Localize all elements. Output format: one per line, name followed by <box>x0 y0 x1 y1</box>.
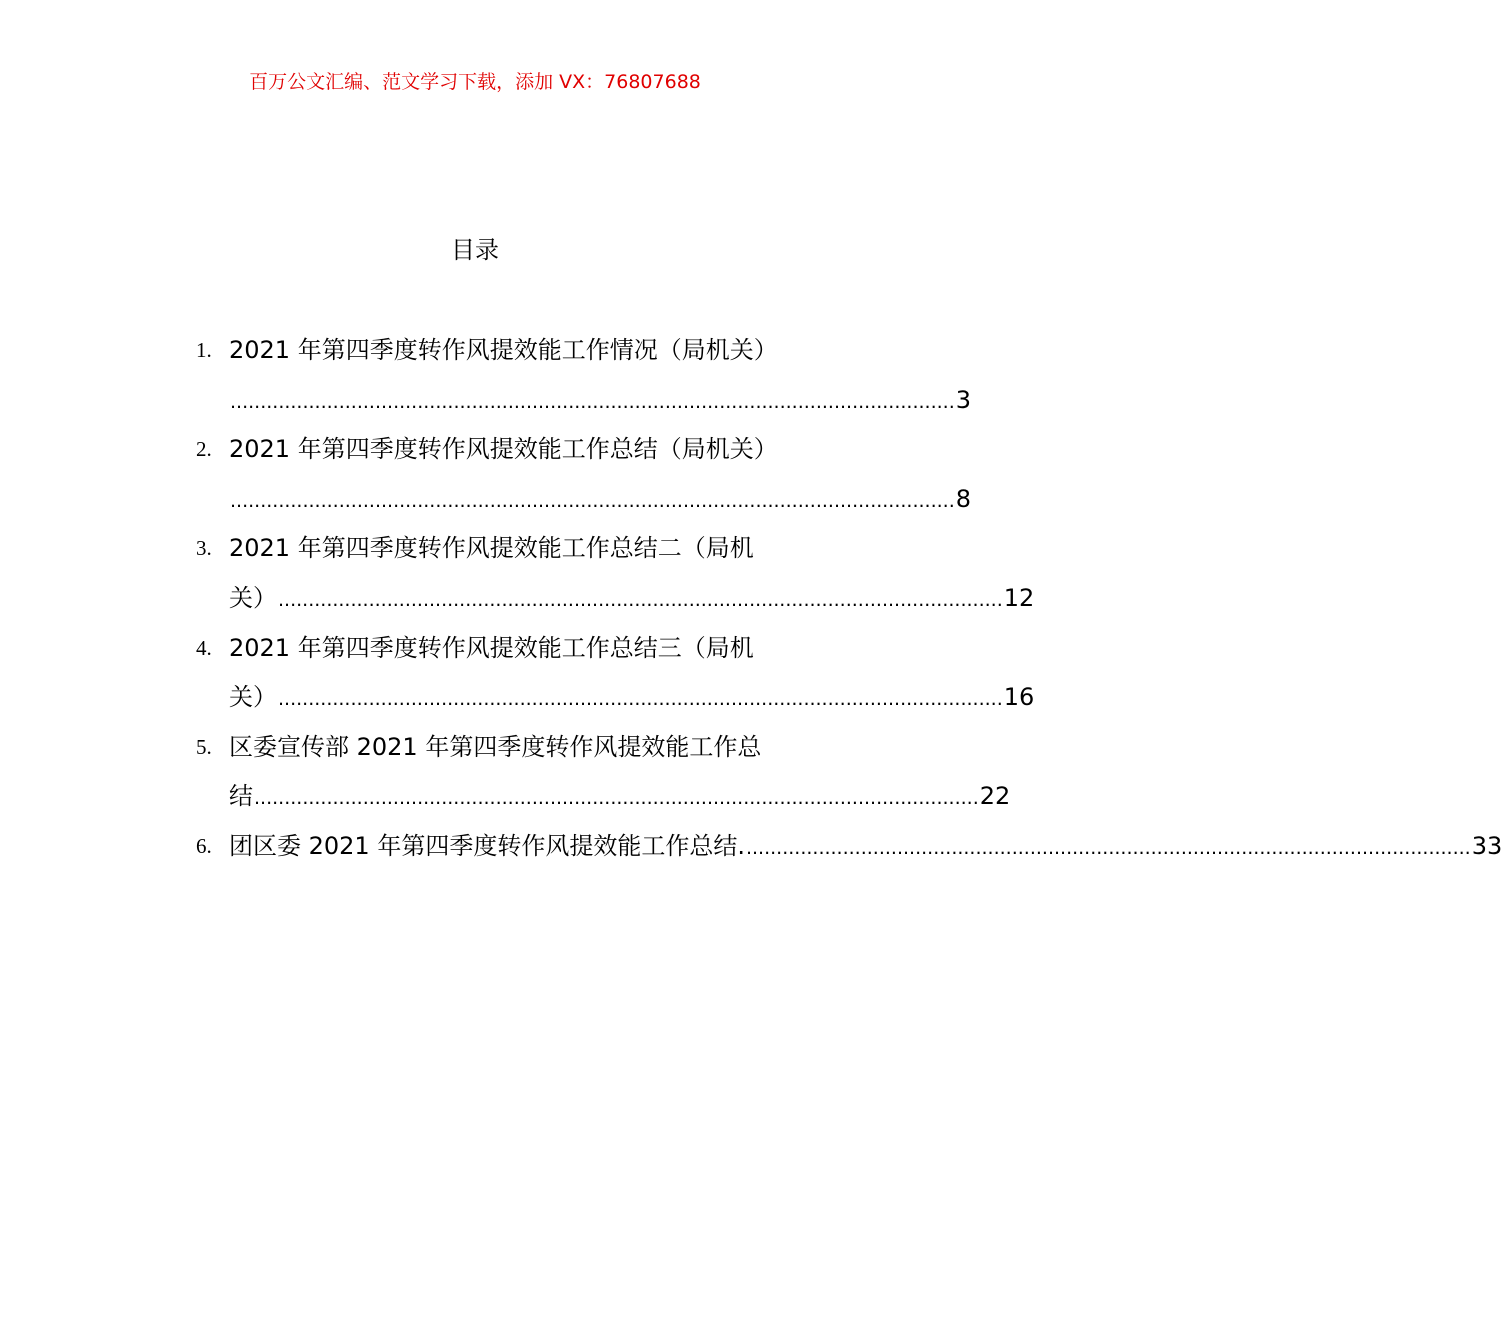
toc-title: 目录 <box>451 236 499 264</box>
toc-entry-number: 1. <box>196 338 212 362</box>
toc-dot-leader: ........................................................................................................................ <box>278 588 1003 611</box>
toc-entry-page: 33 <box>1471 831 1502 860</box>
toc-entry-title-line <box>229 822 1502 872</box>
toc-entry-title-line <box>229 524 810 574</box>
toc-dot-leader: ........................................................................................................................ <box>230 390 955 413</box>
toc-dot-leader: ........................................................................................................................ <box>230 489 955 512</box>
toc-entry-title-continued: 关） <box>229 583 277 612</box>
toc-entry-title: 团区委 2021 年第四季度转作风提效能工作总结. <box>229 831 745 860</box>
toc-entry-6[interactable] <box>190 822 1502 872</box>
toc-entry-title: 2021 年第四季度转作风提效能工作总结二（局机 <box>229 534 754 563</box>
toc-entry-leader-line <box>229 475 972 525</box>
toc-entry-title: 2021 年第四季度转作风提效能工作总结（局机关） <box>229 435 778 464</box>
toc-entry-title-continued: 结 <box>229 782 253 811</box>
toc-entry-page: 22 <box>979 782 1011 811</box>
toc-entry-5[interactable] <box>190 723 1011 822</box>
toc-entry-title: 区委宣传部 2021 年第四季度转作风提效能工作总 <box>229 732 762 761</box>
toc-entry-leader-line <box>229 772 1011 822</box>
toc-entry-number: 6. <box>196 833 212 858</box>
toc-entry-title-line <box>229 425 810 475</box>
toc-dot-leader: ........................................................................................................................ <box>745 836 1471 859</box>
toc-entry-title-line <box>229 326 810 376</box>
toc-entry-2[interactable] <box>190 425 972 524</box>
toc-entry-page: 16 <box>1003 683 1035 712</box>
toc-entry-title-line <box>229 624 810 674</box>
toc-dot-leader: ........................................................................................................................ <box>278 688 1003 711</box>
toc-entry-number: 5. <box>196 734 212 759</box>
toc-entry-title: 2021 年第四季度转作风提效能工作情况（局机关） <box>229 336 778 364</box>
toc-entry-title-line <box>229 723 810 773</box>
toc-entry-leader-line <box>229 574 1035 624</box>
header-contact-note: 百万公文汇编、范文学习下载，添加 VX：76807688 <box>249 71 701 93</box>
toc-entry-number: 2. <box>196 437 212 462</box>
toc-entry-leader-line <box>229 376 972 426</box>
toc-entry-title: 2021 年第四季度转作风提效能工作总结三（局机 <box>229 633 754 662</box>
toc-entry-number: 4. <box>196 635 212 660</box>
toc-entry-page: 3 <box>955 385 972 414</box>
toc-entry-page: 8 <box>955 484 972 513</box>
toc-entry-title-continued: 关） <box>229 683 277 712</box>
toc-entry-leader-line <box>229 673 1035 723</box>
table-of-contents <box>190 326 1502 872</box>
toc-entry-4[interactable] <box>190 624 1035 723</box>
toc-dot-leader: ........................................................................................................................ <box>254 787 979 810</box>
toc-entry-1[interactable] <box>190 326 972 425</box>
toc-entry-3[interactable] <box>190 524 1035 623</box>
toc-entry-page: 12 <box>1003 583 1035 612</box>
toc-entry-number: 3. <box>196 536 212 561</box>
